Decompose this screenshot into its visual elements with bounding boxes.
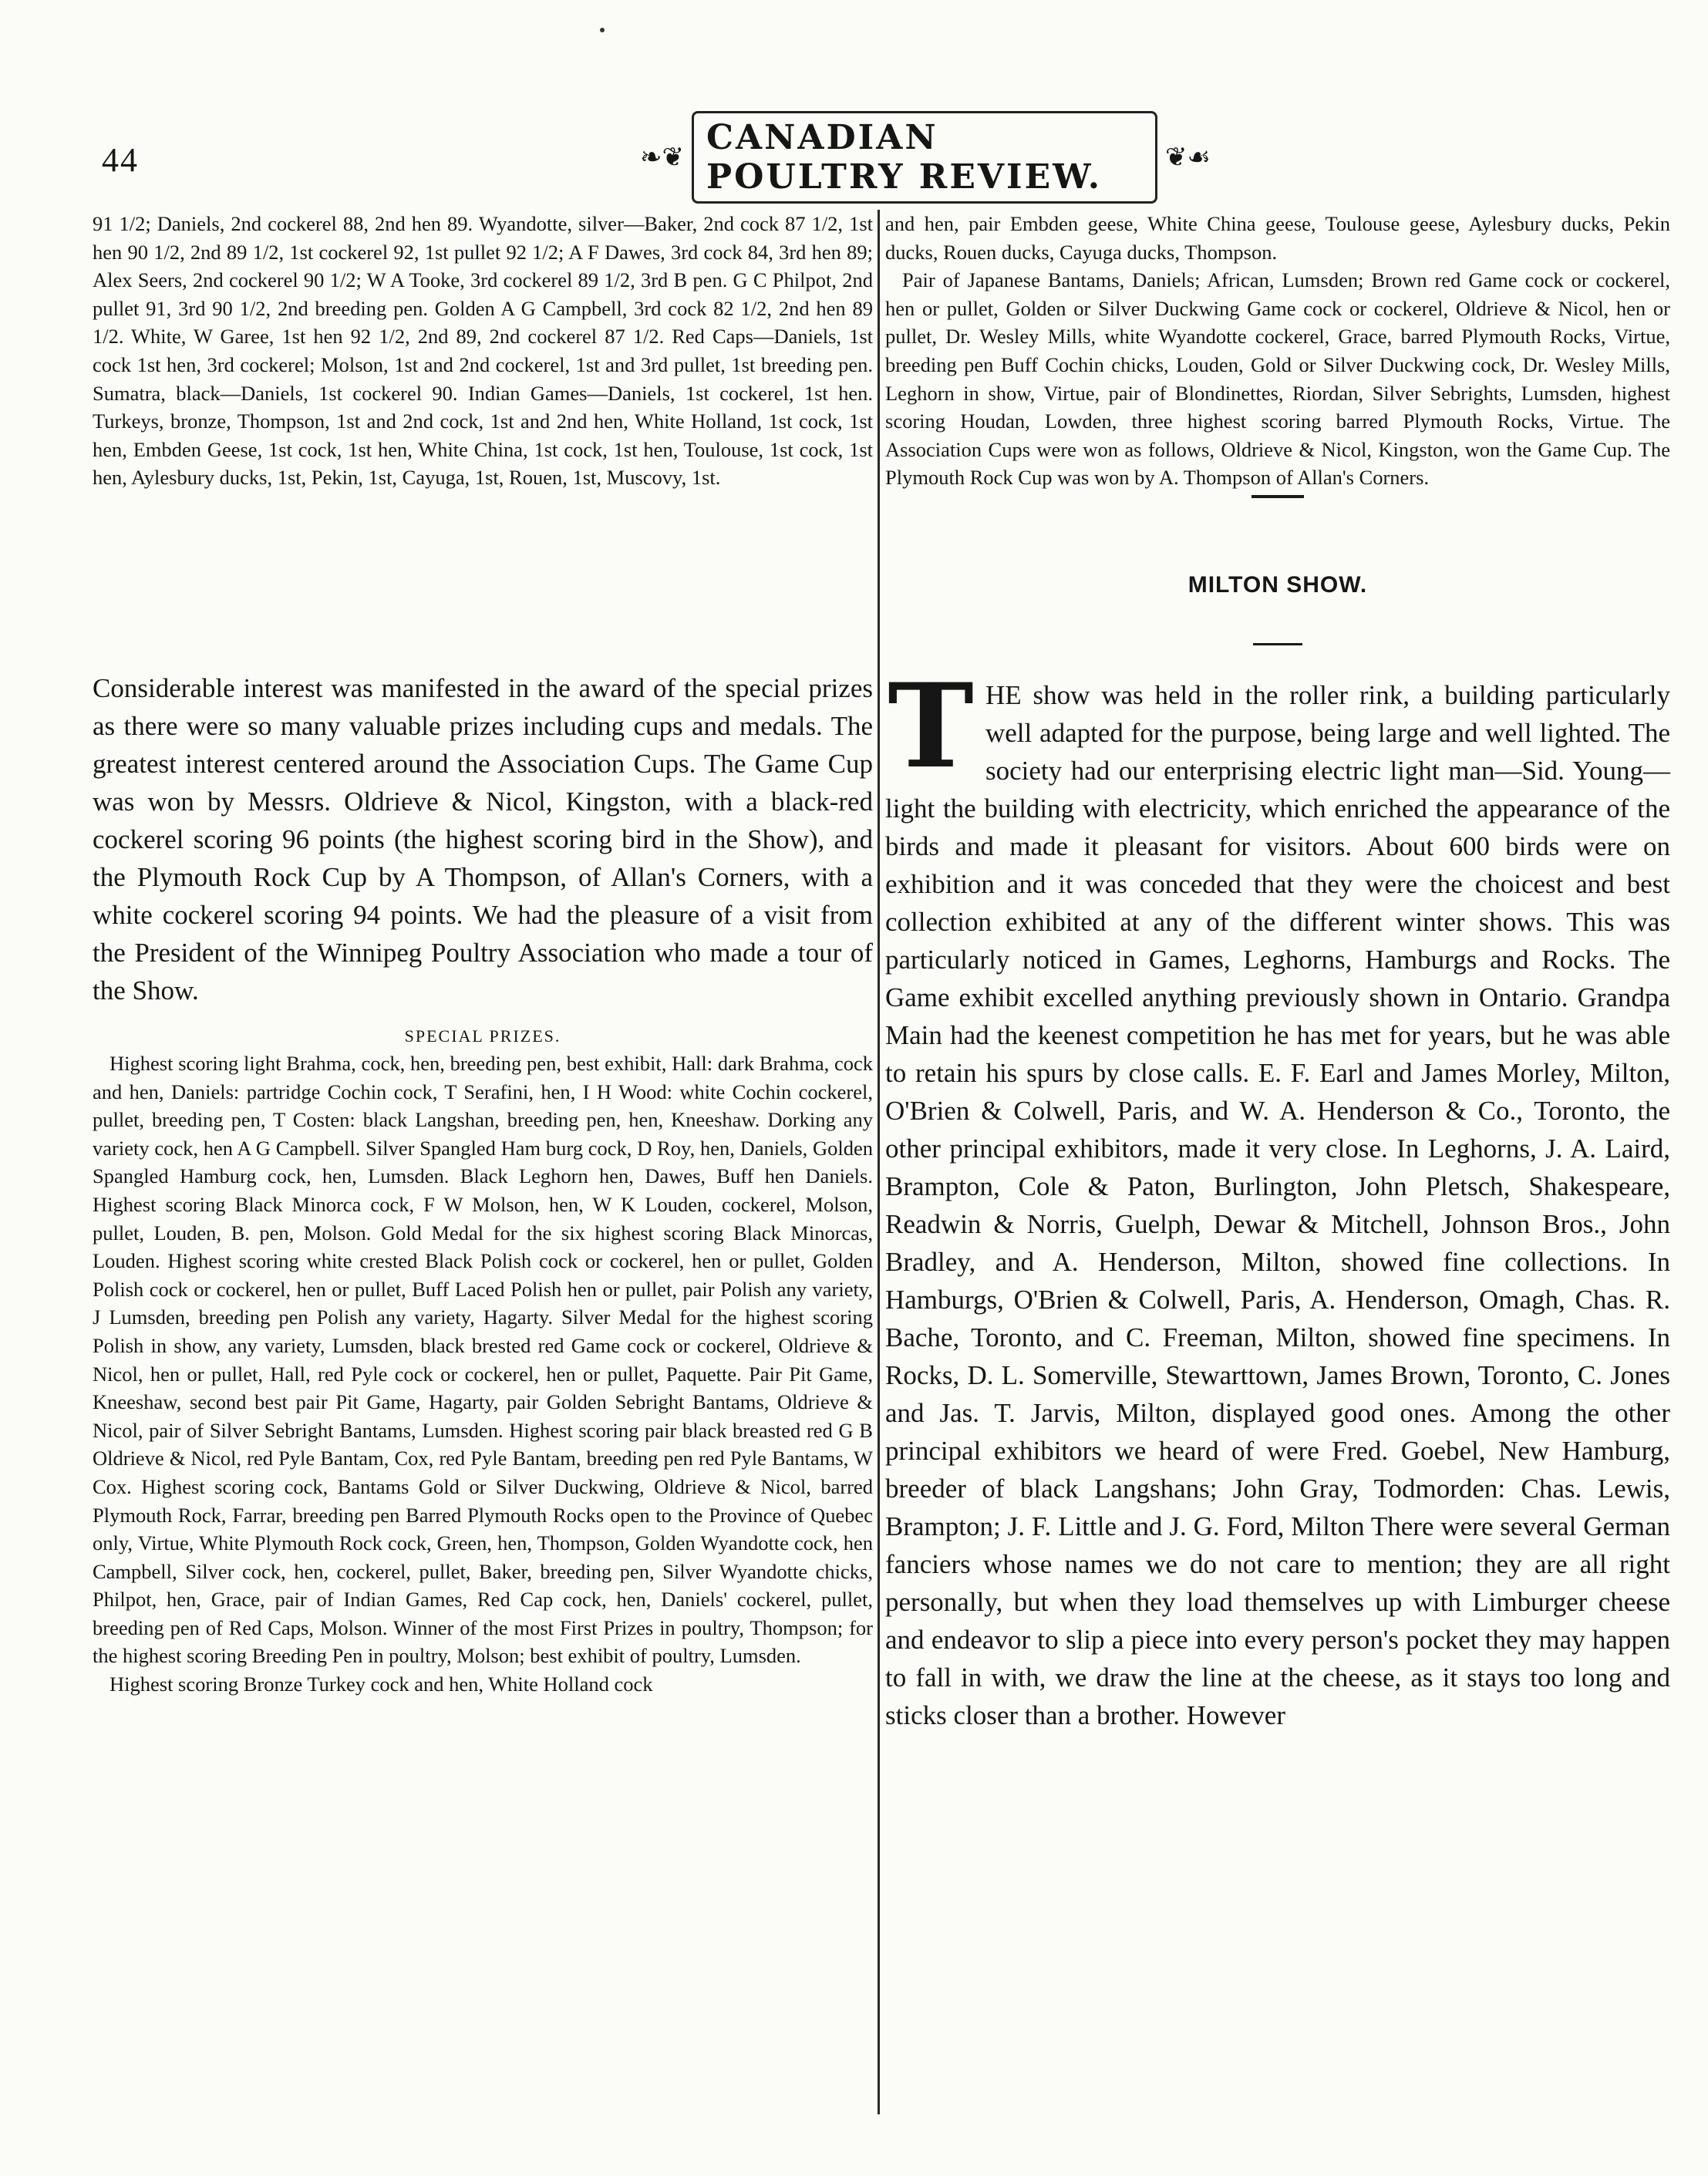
masthead-title: CANADIAN POULTRY REVIEW. (692, 111, 1157, 204)
left-column (93, 210, 873, 1699)
section-rule-bottom (1253, 643, 1302, 645)
special-prizes-heading: SPECIAL PRIZES. (404, 1026, 561, 1046)
special-prizes-paragraph-2: Highest scoring Bronze Turkey cock and hen, White Holland cock (109, 1672, 653, 1696)
print-speck (600, 28, 605, 32)
milton-first-word: HE (985, 680, 1022, 710)
ornament-left-icon: ❧❦ (640, 143, 684, 172)
interest-paragraph: Considerable interest was manifested in the award of the special prizes as there were so many valuable prizes including cups and medals. The greatest interest centered around the Association Cups. The Game Cup was won by Messrs. Oldrieve & Nicol, Kingston, with a black-red cockerel scoring 96 points (the highest scoring bird in the Show), and the Plymouth Rock Cup by A Thompson, of Allan's Corners, with a white cockerel scoring 94 points. We had the pleasure of a visit from the President of the Winnipeg Poultry Association who made a tour of the Show. (93, 673, 873, 1005)
milton-article (885, 659, 1671, 1734)
section-title: MILTON SHOW. (1188, 572, 1368, 598)
results-paragraph: 91 1/2; Daniels, 2nd cockerel 88, 2nd hen 89. Wyandotte, silver—Baker, 2nd cock 87 1/2, 1st hen 90 1/2, 2nd 89 1/2, 1st cockerel 92, 1st pullet 92 1/2; A F Dawes, 3rd cock 84, 3rd hen 89; Alex Seers, 2nd cockerel 90 1/2; W A Tooke, 3rd cockerel 89 1/2, 3rd B pen. G C Philpot, 2nd pullet 91, 3rd 90 1/2, 2nd breeding pen. Golden A G Campbell, 3rd cock 82 1/2, 2nd hen 89 1/2. White, W Garee, 1st hen 92 1/2, 2nd 89, 2nd cockerel 87 1/2. Red Caps—Daniels, 1st cock 1st hen, 3rd cockerel; Molson, 1st and 2nd cockerel, 1st and 3rd pullet, 1st breeding pen. Sumatra, black—Daniels, 1st cockerel 90. Indian Games—Daniels, 1st cockerel, 1st hen. Turkeys, bronze, Thompson, 1st and 2nd cock, 1st and 2nd hen, White Holland, 1st cock, 1st hen, Embden Geese, 1st cock, 1st hen, White China, 1st cock, 1st hen, Toulouse, 1st cock, 1st hen, Aylesbury ducks, 1st, Pekin, 1st, Cayuga, 1st, Rouen, 1st, Muscovy, 1st. (93, 212, 873, 490)
milton-text: show was held in the roller rink, a building particularly well adapted for the purpose, being large and well lighted. The society had our enterprising electric light man—Sid. Young—light the building with electricity, which enriched the appearance of the birds and made it pleasant for visitors. About 600 birds were on exhibition and it was conceded that they were the choicest and best collection exhibited at any of the different winter shows. This was particularly noticed in Games, Leghorns, Hamburgs and Rocks. The Game exhibit excelled anything previously shown in Ontario. Grandpa Main had the keenest competition he has met for years, but he was able to retain his spurs by close calls. E. F. Earl and James Morley, Milton, O'Brien & Colwell, Paris, and W. A. Henderson & Co., Toronto, the other principal exhibitors, made it very close. In Leghorns, J. A. Laird, Brampton, Cole & Paton, Burlington, John Pletsch, Shakespeare, Readwin & Norris, Guelph, Dewar & Mitchell, Johnson Bros., John Bradley, and A. Henderson, Milton, showed fine collections. In Hamburgs, O'Brien & Colwell, Paris, A. Henderson, Omagh, Chas. R. Bache, Toronto, and C. Freeman, Milton, showed fine specimens. In Rocks, D. L. Somerville, Stewarttown, James Brown, Toronto, C. Jones and Jas. T. Jarvis, Milton, displayed good ones. Among the other principal exhibitors we heard of were Fred. Goebel, New Hamburg, breeder of black Langshans; John Gray, Todmorden: Chas. Lewis, Brampton; J. F. Little and J. G. Ford, Milton There were several German fanciers whose names we do not care to mention; they are all right personally, but when they load themselves up with Limburger cheese and endeavor to slip a piece into every person's pocket they may happen to fall in with, we draw the line at the cheese, as it stays too long and sticks closer than a brother. However (885, 680, 1671, 1730)
interest-block (93, 669, 873, 1009)
results-block (93, 210, 873, 655)
continued-paragraph: and hen, pair Embden geese, White China geese, Toulouse geese, Aylesbury ducks, Pekin ducks, Rouen ducks, Cayuga ducks, Thompson. (885, 212, 1670, 264)
milton-paragraph (885, 659, 1671, 1734)
masthead (632, 118, 1218, 197)
special-prizes-block (93, 1049, 873, 1699)
page-number: 44 (102, 141, 139, 179)
column-divider (878, 210, 880, 2114)
continued-paragraph-2: Pair of Japanese Bantams, Daniels; African, Lumsden; Brown red Game cock or cockerel, hen or pullet, Golden or Silver Duckwing Game cock or cockerel, Oldrieve & Nicol, hen or pullet, Dr. Wesley Mills, white Wyandotte cockerel, Grace, barred Plymouth Rocks, Virtue, breeding pen Buff Cochin chicks, Louden, Gold or Silver Duckwing cock, Dr. Wesley Mills, Leghorn in show, Virtue, pair of Blondinettes, Riordan, Silver Sebrights, Lumsden, highest scoring Houdan, Lowden, three highest scoring barred Plymouth Rocks, Virtue. The Association Cups were won as follows, Oldrieve & Nicol, Kingston, won the Game Cup. The Plymouth Rock Cup was won by A. Thompson of Allan's Corners. (885, 268, 1670, 490)
ornament-right-icon: ❦☙ (1165, 143, 1211, 172)
special-prizes-paragraph: Highest scoring light Brahma, cock, hen, breeding pen, best exhibit, Hall: dark Brahma, cock and hen, Daniels: partridge Cochin cock, T Serafini, hen, I H Wood: white Cochin cockerel, pullet, breeding pen, T Costen: black Langshan, breeding pen, hen, Kneeshaw. Dorking any variety cock, hen A G Campbell. Silver Spangled Ham burg cock, D Roy, hen, Daniels, Golden Spangled Hamburg cock, hen, Lumsden. Black Leghorn hen, Dawes, Buff hen Daniels. Highest scoring Black Minorca cock, F W Molson, hen, W K Louden, cockerel, Molson, pullet, Louden, B. pen, Molson. Gold Medal for the six highest scoring Black Minorcas, Louden. Highest scoring white crested Black Polish cock or cockerel, hen or pullet, Golden Polish cock or cockerel, hen or pullet, Buff Laced Polish hen or pullet, pair Polish any variety, J Lumsden, breeding pen Polish any variety, Hagarty. Silver Medal for the highest scoring Polish in show, any variety, Lumsden, black brested red Game cock or cockerel, Oldrieve & Nicol, hen or pullet, Hall, red Pyle cock or cockerel, hen or pullet, Paquette. Pair Pit Game, Kneeshaw, second best pair Pit Game, Hagarty, pair Golden Sebright Bantams, Oldrieve & Nicol, pair of Silver Sebright Bantams, Lumsden. Highest scoring pair black breasted red G B Oldrieve & Nicol, red Pyle Bantam, Cox, red Pyle Bantam, breeding pen red Pyle Bantams, W Cox. Highest scoring cock, Bantams Gold or Silver Duckwing, Oldrieve & Nicol, barred Plymouth Rock, Farrar, breeding pen Barred Plymouth Rocks open to the Province of Quebec only, Virtue, White Plymouth Rock cock, Green, hen, Thompson, Golden Wyandotte cock, hen Campbell, Silver cock, hen, cockerel, pullet, Baker, breeding pen, Silver Wyandotte chicks, Philpot, hen, Grace, pair of Indian Games, Red Cap cock, hen, Daniels' cockerel, pullet, breeding pen of Red Caps, Molson. Winner of the most First Prizes in poultry, Thompson; for the highest scoring Breeding Pen in poultry, Molson; best exhibit of poultry, Lumsden. (93, 1052, 873, 1668)
dropcap-letter: T (888, 659, 974, 794)
right-column (885, 210, 1670, 1734)
page-header (0, 116, 1708, 208)
continued-results-block (885, 210, 1670, 632)
section-rule-top (1252, 495, 1304, 498)
